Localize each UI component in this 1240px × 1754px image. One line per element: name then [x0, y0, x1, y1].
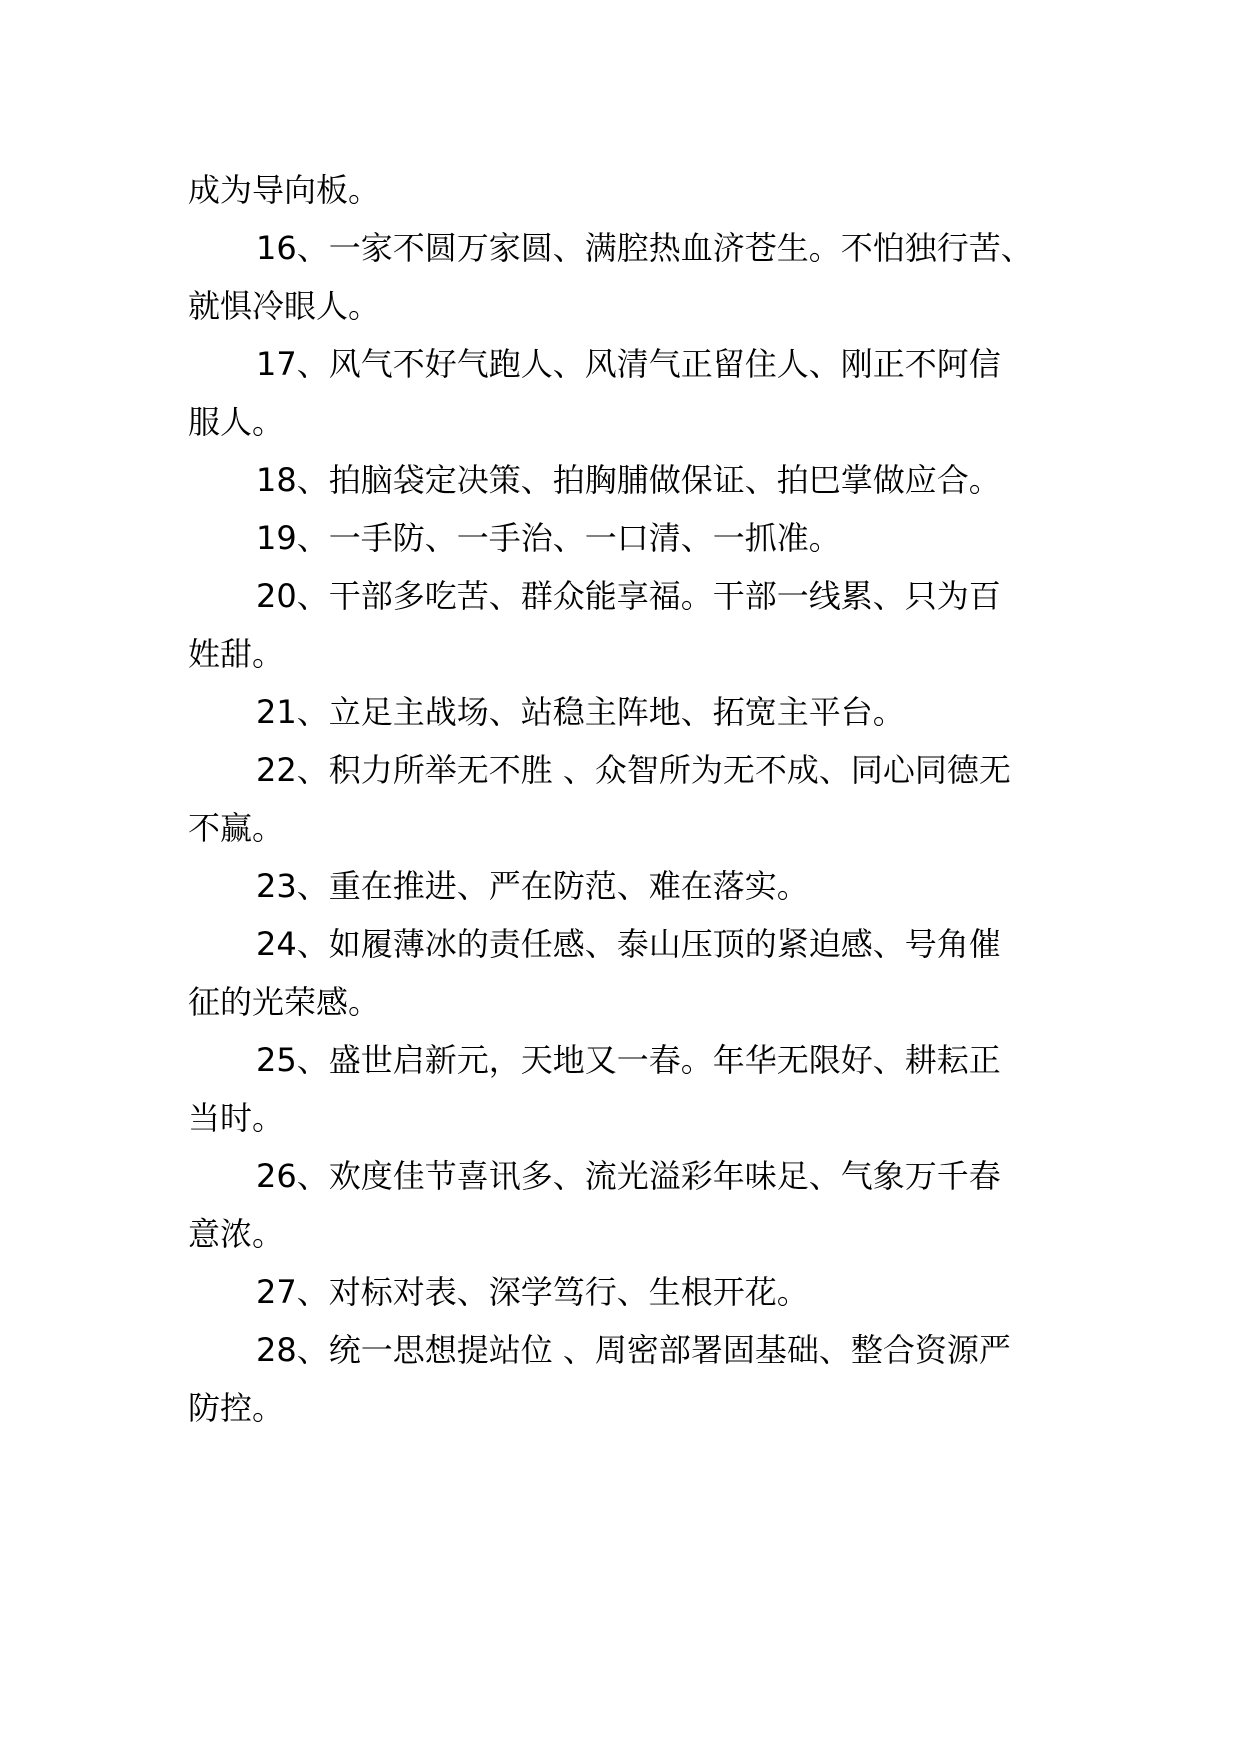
text-line: 征的光荣感。 — [188, 983, 381, 1021]
text-line: 28、统一思想提站位 、周密部署固基础、整合资源严 — [256, 1331, 1011, 1369]
text-line: 不赢。 — [188, 809, 285, 847]
text-line: 16、一家不圆万家圆、满腔热血济苍生。不怕独行苦、 — [256, 229, 1033, 267]
text-line: 成为导向板。 — [188, 171, 381, 209]
text-line: 27、对标对表、深学笃行、生根开花。 — [256, 1273, 809, 1311]
text-line: 服人。 — [188, 403, 285, 441]
text-line: 22、积力所举无不胜 、众智所为无不成、同心同德无 — [256, 751, 1011, 789]
text-line: 17、风气不好气跑人、风清气正留住人、刚正不阿信 — [256, 345, 1001, 383]
text-line: 25、盛世启新元，天地又一春。年华无限好、耕耘正 — [256, 1041, 1001, 1079]
text-line: 21、立足主战场、站稳主阵地、拓宽主平台。 — [256, 693, 905, 731]
text-line: 24、如履薄冰的责任感、泰山压顶的紧迫感、号角催 — [256, 925, 1001, 963]
text-line: 20、干部多吃苦、群众能享福。干部一线累、只为百 — [256, 577, 1001, 615]
text-line: 18、拍脑袋定决策、拍胸脯做保证、拍巴掌做应合。 — [256, 461, 1001, 499]
text-line: 当时。 — [188, 1099, 285, 1137]
text-line: 23、重在推进、严在防范、难在落实。 — [256, 867, 809, 905]
text-line: 意浓。 — [188, 1215, 285, 1253]
text-line: 姓甜。 — [188, 635, 285, 673]
text-line: 防控。 — [188, 1389, 285, 1427]
text-line: 26、欢度佳节喜讯多、流光溢彩年味足、气象万千春 — [256, 1157, 1001, 1195]
text-line: 19、一手防、一手治、一口清、一抓准。 — [256, 519, 841, 557]
text-line: 就惧冷眼人。 — [188, 287, 381, 325]
